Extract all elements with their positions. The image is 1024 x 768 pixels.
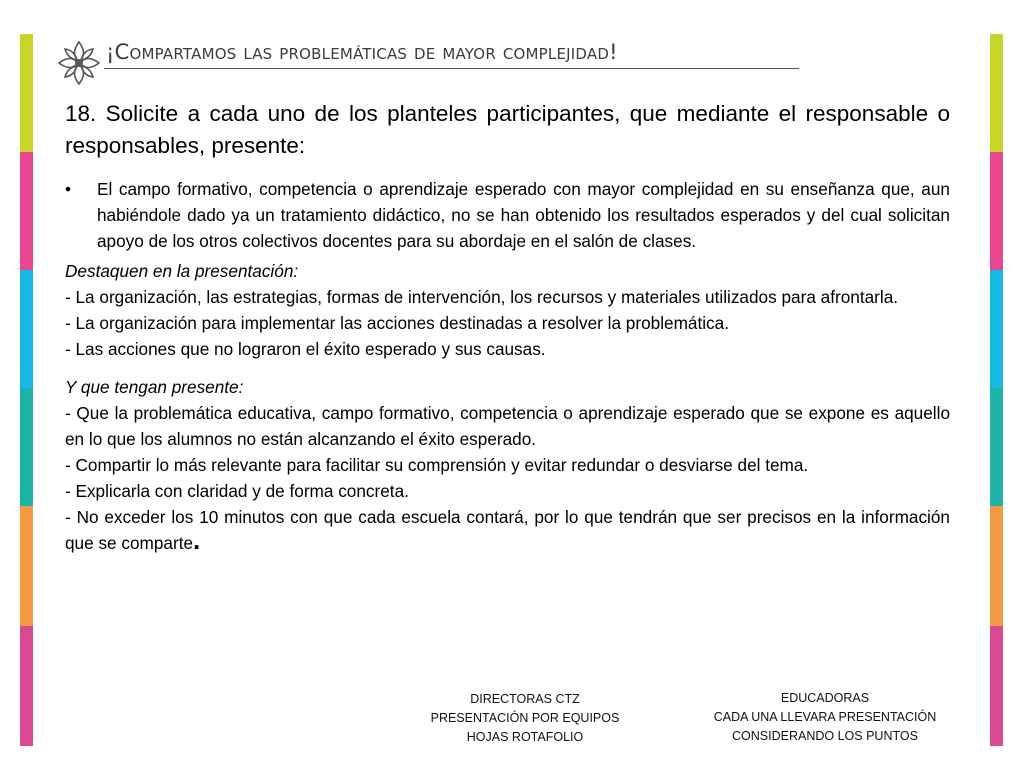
destaquen-item: - Las acciones que no lograron el éxito esperado y sus causas. [65,339,546,359]
ornament-flower-icon [56,38,102,88]
bar-segment-teal [20,388,33,506]
note-educadoras [700,689,950,746]
presente-item-last [65,504,950,556]
slide-header [56,34,756,92]
bullet-item [65,176,950,254]
note-line: HOJAS ROTAFOLIO [466,730,584,744]
title-underline [104,68,799,69]
bar-segment-pink [990,152,1003,270]
left-color-bar [20,34,33,746]
presente-item: - Explicarla con claridad y de forma concreta. [65,481,409,501]
instruction-heading: 18. Solicite a cada uno de los planteles participantes, que mediante el responsable o responsables, presente: [65,101,950,158]
destaquen-item: - La organización para implementar las acciones destinadas a resolver la problemática. [65,313,729,333]
destaquen-item: - La organización, las estrategias, formas de intervención, los recursos y materiales utilizados para afrontarla. [65,287,899,307]
bar-segment-orange [20,506,33,626]
presente-item: - Que la problemática educativa, campo formativo, competencia o aprendizaje esperado que se expone es aquello en lo que los alumnos no están alcanzando el éxito esperado. [65,403,950,449]
presente-item-text: - No exceder los 10 minutos con que cada escuela contará, por lo que tendrán que ser precisos en la información que se comparte [65,507,950,553]
note-line: DIRECTORAS CTZ [470,692,580,706]
bar-segment-orange [990,506,1003,626]
destaquen-title: Destaquen en la presentación: [65,261,299,281]
bar-segment-teal [990,388,1003,506]
note-directoras [405,690,645,747]
note-line: EDUCADORAS [780,691,870,705]
note-line: PRESENTACIÓN POR EQUIPOS [430,711,620,725]
bar-segment-lime [990,34,1003,152]
bar-segment-cyan [20,270,33,388]
note-line: CONSIDERANDO LOS PUNTOS [732,729,918,743]
bar-segment-lime [20,34,33,152]
right-color-bar [990,34,1003,746]
bullet-marker: • [65,179,72,199]
bar-segment-magenta [20,626,33,746]
bullet-text: El campo formativo, competencia o aprendizaje esperado con mayor complejidad en su enseñanza que, aun habiéndole dado ya un tratamiento didáctico, no se han obtenido los resultados esperados y del cual solicitan apoyo de los otros colectivos docentes para su abordaje en el salón de clases. [97,179,950,251]
note-line: CADA UNA LLEVARA PRESENTACIÓN [713,710,937,724]
bar-segment-magenta [990,626,1003,746]
presente-title: Y que tengan presente: [65,377,244,397]
bar-segment-cyan [990,270,1003,388]
page-title: ¡Compartamos las problemáticas de mayor complejidad! [106,40,618,64]
final-period: . [193,525,201,555]
slide-content [65,98,950,556]
presente-item: - Compartir lo más relevante para facilitar su comprensión y evitar redundar o desviarse del tema. [65,455,809,475]
bar-segment-pink [20,152,33,270]
